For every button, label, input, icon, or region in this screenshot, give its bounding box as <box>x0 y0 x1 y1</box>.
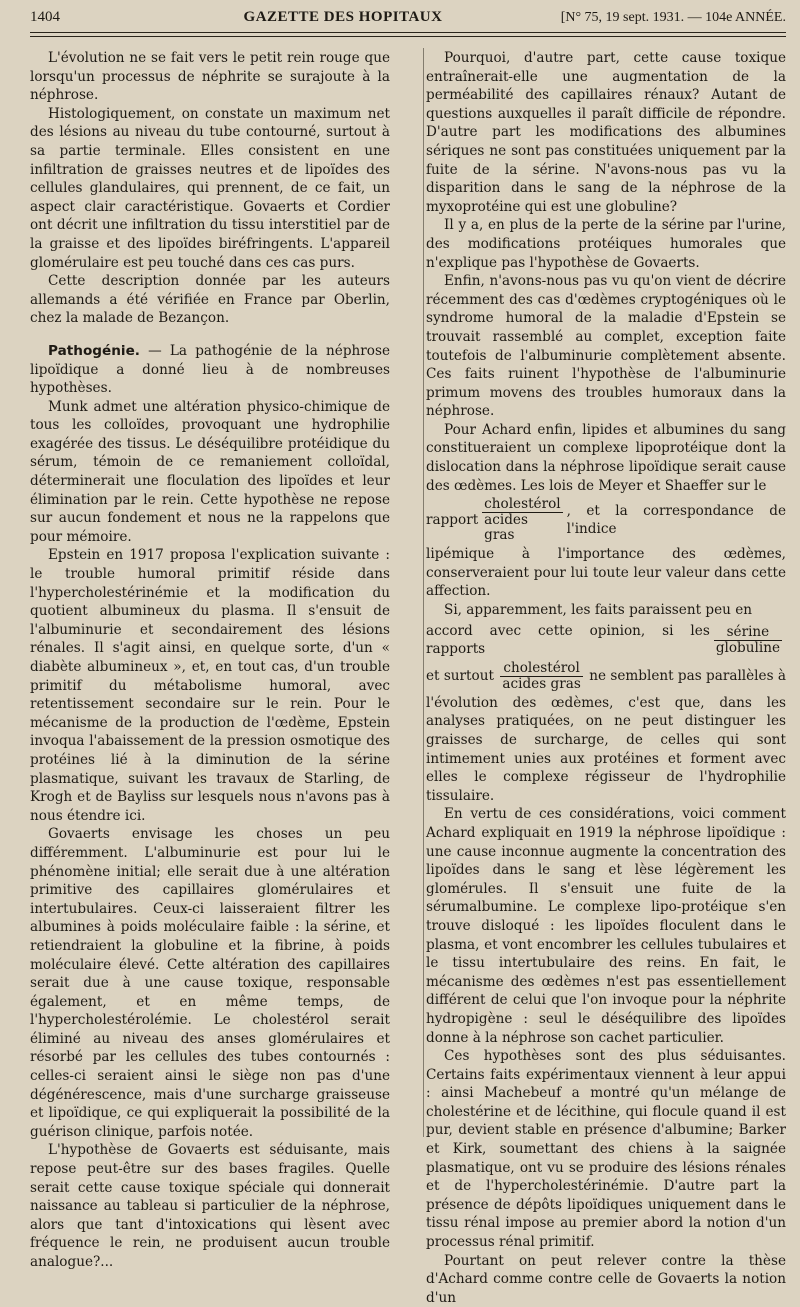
paragraph: Munk admet une altération physico-chimique de tous les colloïdes, provoquant une hydrophilie exagérée des tissus. Le déséquilibre protéidique du sérum, témoin de ce remaniement colloïdal, déterminerait une floculation des lipoïdes et leur élimination par le rein. Cette hypothèse ne repose sur aucun fondement et nous ne la rappelons que pour mémoire. <box>30 398 390 545</box>
paragraph: Ces hypothèses sont des plus séduisantes. Certains faits expérimentaux viennent à leur appui : ainsi Machebeuf a montré qu'un mélange de cholestérine et de lécithine, qui flocule quand il est pur, devient stable en présence d'albumine; Barker et Kirk, soumettant des chiens à la saignée plasmatique, ont vu se produire des lésions rénales et de l'hypercholestérinémie. D'autre part la présence de dépôts lipoïdiques uniquement dans le tissu rénal impose au premier abord la notion d'un processus rénal primitif. <box>426 1048 786 1251</box>
paragraph: Enfin, n'avons-nous pas vu qu'on vient de décrire récemment des cas d'œdèmes cryptogéniques où le syndrome humoral de la maladie d'Epstein se trouvait rassemblé au complet, exception faite toutefois de l'albuminurie complètement absente. Ces faits ruinent l'hypothèse de l'albuminurie primum movens des troubles humoraux dans la néphrose. <box>426 273 786 420</box>
fraction-denominator: acides gras <box>502 675 581 692</box>
paragraph: Il y a, en plus de la perte de la sérine par l'urine, des modifications protéiques humorales que n'explique pas l'hypothèse de Govaerts. <box>426 217 786 271</box>
paragraph: Cette description donnée par les auteurs allemands a été vérifiée en France par Oberlin, chez la malade de Bezançon. <box>30 273 390 327</box>
fraction <box>482 497 562 543</box>
page-header <box>30 0 786 26</box>
text-fragment: rapport <box>426 511 479 528</box>
paragraph: Pourtant on peut relever contre la thèse d'Achard comme contre celle de Govaerts la notion d'un <box>426 1252 786 1306</box>
fraction <box>500 661 582 692</box>
header-rule <box>30 32 786 33</box>
text-fragment: accord avec cette opinion, si les rapports <box>426 622 710 658</box>
paragraph: Pour Achard enfin, lipides et albumines du sang constitueraient un complexe lipoprotéique dont la dislocation dans la néphrose lipoïdique serait cause des œdèmes. Les lois de Meyer et Shaeffer sur le <box>426 421 786 494</box>
fraction-denominator: globuline <box>715 639 780 656</box>
issue-info: [N° 75, 19 sept. 1931. — 104e ANNÉE. <box>560 10 786 25</box>
fraction-numerator: sérine <box>726 623 770 640</box>
paragraph: Pourquoi, d'autre part, cette cause toxique entraînerait-elle une augmentation de la perméabilité des capillaires rénaux? Autant de questions auxquelles il paraît difficile de répondre. D'autre part les modifications des albumines sériques ne sont pas constituées uniquement par la fuite de la sérine. N'avons-nous pas vu la disparition dans le sang de la néphrose de la myxoprotéine qui est une globuline? <box>426 50 786 215</box>
paragraph: L'hypothèse de Govaerts est séduisante, mais repose peut-être sur des bases fragiles. Quelle serait cette cause toxique spéciale qui donnerait naissance au tableau si particulier de la néphrose, alors que tant d'intoxications qui lèsent avec fréquence le rein, ne produisent aucun trouble analogue?... <box>30 1142 390 1270</box>
paragraph: En vertu de ces considérations, voici comment Achard expliquait en 1919 la néphrose lipoïdique : une cause inconnue augmente la concentration des lipoïdes dans le sang et lèse légèrement les glomérules. Il s'ensuit une fuite de la sérumalbumine. Le complexe lipo-protéique s'en trouve disloqué : les lipoïdes floculent dans le plasma, et vont encombrer les cellules tubulaires et le tissu intertubulaire des reins. En fait, le mécanisme des œdèmes n'est pas essentiellement différent de celui que l'on invoque pour la néphrite hydropigène : seul le déséquilibre des lipoïdes donne à la néphrose son cachet particulier. <box>426 806 786 1046</box>
paragraph: Histologiquement, on constate un maximum net des lésions au niveau du tube contourné, surtout à sa partie terminale. Elles consistent en une infiltration de graisses neutres et de lipoïdes des cellules glandulaires, qui prennent, de ce fait, un aspect clair caractéristique. Govaerts et Cordier ont décrit une infiltration du tissu interstitiel par de la graisse et des lipoïdes biréfringents. L'appareil glomérulaire est peu touché dans ces cas purs. <box>30 105 390 271</box>
text-fragment: , et la correspondance de l'indice <box>566 502 786 538</box>
section-title: Pathogénie. <box>48 342 140 359</box>
article-body <box>30 49 786 1307</box>
paragraph: l'évolution des œdèmes, c'est que, dans les analyses pratiquées, on ne peut distinguer les graisses de surcharge, de celles qui sont intimement unies aux protéines et forment avec elles le complexe régisseur de l'hydrophilie tissulaire. <box>426 694 786 804</box>
paragraph: lipémique à l'importance des œdèmes, conserveraient pour lui toute leur valeur dans cette affection. <box>426 546 786 600</box>
column-divider <box>423 48 424 1137</box>
fraction-denominator: acides gras <box>482 512 562 543</box>
paragraph: Govaerts envisage les choses un peu différemment. L'albuminurie est pour lui le phénomène initial; elle serait due à une altération primitive des capillaires glomérulaires et intertubulaires. Ceux-ci laisseraient filtrer les albumines à poids moléculaire faible : la sérine, et retiendraient la globuline et la fibrine, à poids moléculaire élevé. Cette altération des capillaires serait due à une cause toxique, responsable également, et en même temps, de l'hypercholestérolémie. Le cholestérol serait éliminé au niveau des anses glomérulaires et résorbé par les cellules des tubes contournés : celles-ci seraient ainsi le siège non pas d'une dégénérescence, mais d'une surcharge graisseuse et lipoïdique, ce qui expliquerait la possibilité de la guérison clinique, parfois notée. <box>30 826 390 1140</box>
left-column <box>30 49 390 1307</box>
formula-line <box>426 622 786 659</box>
header-rule-thin <box>30 36 786 37</box>
text-fragment: ne semblent pas parallèles à <box>589 668 786 685</box>
formula-line <box>426 497 786 543</box>
paragraph: L'évolution ne se fait vers le petit rein rouge que lorsqu'un processus de néphrite se surajoute à la néphrose. <box>30 50 390 104</box>
section-paragraph <box>30 342 390 398</box>
right-column <box>426 49 786 1307</box>
fraction-numerator: cholestérol <box>484 496 561 513</box>
formula-line <box>426 661 786 692</box>
paragraph-text: — La pathogénie de la néphrose lipoïdique a donné lieu à de nombreuses hypothèses. <box>30 342 390 397</box>
paragraph: Epstein en 1917 proposa l'explication suivante : le trouble humoral primitif réside dans l'hypercholestérinémie et la modification du quotient albumineux du plasma. Il s'ensuit de l'albuminurie et secondairement des lésions rénales. Il s'agit ainsi, en quelque sorte, d'un « diabète albumineux », et, en tout cas, d'un trouble primitif du métabolisme humoral, avec retentissement secondaire sur le rein. Pour le mécanisme de la production de l'œdème, Epstein invoqua l'abaissement de la pression osmotique des protéines lié à la diminution de la sérine plasmatique, suivant les travaux de Starling, de Krogh et de Bayliss sur lesquels nous n'avons pas à nous étendre ici. <box>30 547 390 824</box>
fraction-numerator: cholestérol <box>503 659 580 676</box>
journal-title: GAZETTE DES HOPITAUX <box>243 9 443 25</box>
text-fragment: et surtout <box>426 668 494 685</box>
fraction <box>714 625 782 656</box>
paragraph: Si, apparemment, les faits paraissent peu en <box>444 602 752 619</box>
page-number: 1404 <box>30 9 60 25</box>
